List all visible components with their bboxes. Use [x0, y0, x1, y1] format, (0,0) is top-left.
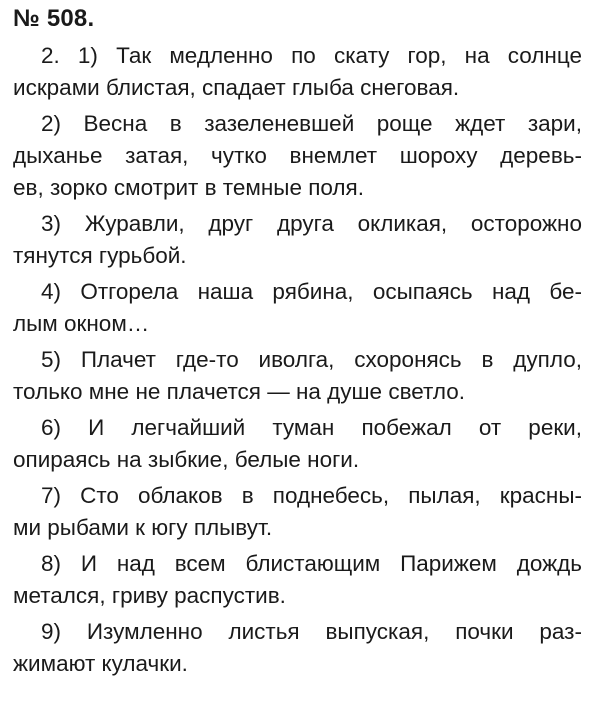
text-line: ев, зорко смотрит в темные поля. — [13, 175, 364, 200]
text-line: тянутся гурьбой. — [13, 243, 187, 268]
text-line: ми рыбами к югу плывут. — [13, 515, 273, 540]
sentence-item-3 — [13, 208, 582, 272]
text-line: 9) Изумленно листья выпуская, почки раз- — [41, 619, 582, 644]
sentence-item-2 — [13, 108, 582, 204]
sentence-item-9 — [13, 616, 582, 680]
text-line: дыханье затая, чутко внемлет шороху деревь- — [13, 143, 582, 168]
text-line: 5) Плачет где-то иволга, схоронясь в дупло, — [41, 347, 582, 372]
text-line: 2) Весна в зазеленевшей роще ждет зари, — [41, 111, 582, 136]
text-line: лым окном… — [13, 311, 150, 336]
text-line: 8) И над всем блистающим Парижем дождь — [41, 551, 582, 576]
sentence-item-7 — [13, 480, 582, 544]
text-line: 7) Сто облаков в поднебесь, пылая, красны- — [41, 483, 582, 508]
text-line: метался, гриву распустив. — [13, 583, 286, 608]
text-line: жимают кулачки. — [13, 651, 188, 676]
text-line: 6) И легчайший туман побежал от реки, — [41, 415, 582, 440]
text-line: 3) Журавли, друг друга окликая, осторожно — [41, 211, 582, 236]
sentence-item-4 — [13, 276, 582, 340]
sentence-item-6 — [13, 412, 582, 476]
text-line: 2. 1) Так медленно по скату гор, на солнце — [41, 43, 582, 68]
exercise-number: № 508. — [13, 5, 95, 32]
sentence-item-8 — [13, 548, 582, 612]
text-line: 4) Отгорела наша рябина, осыпаясь над бе- — [41, 279, 582, 304]
text-line: опираясь на зыбкие, белые ноги. — [13, 447, 360, 472]
sentence-item-5 — [13, 344, 582, 408]
text-line: искрами блистая, спадает глыба снеговая. — [13, 75, 460, 100]
text-line: только мне не плачется — на душе светло. — [13, 379, 465, 404]
sentence-item-1 — [13, 40, 582, 104]
